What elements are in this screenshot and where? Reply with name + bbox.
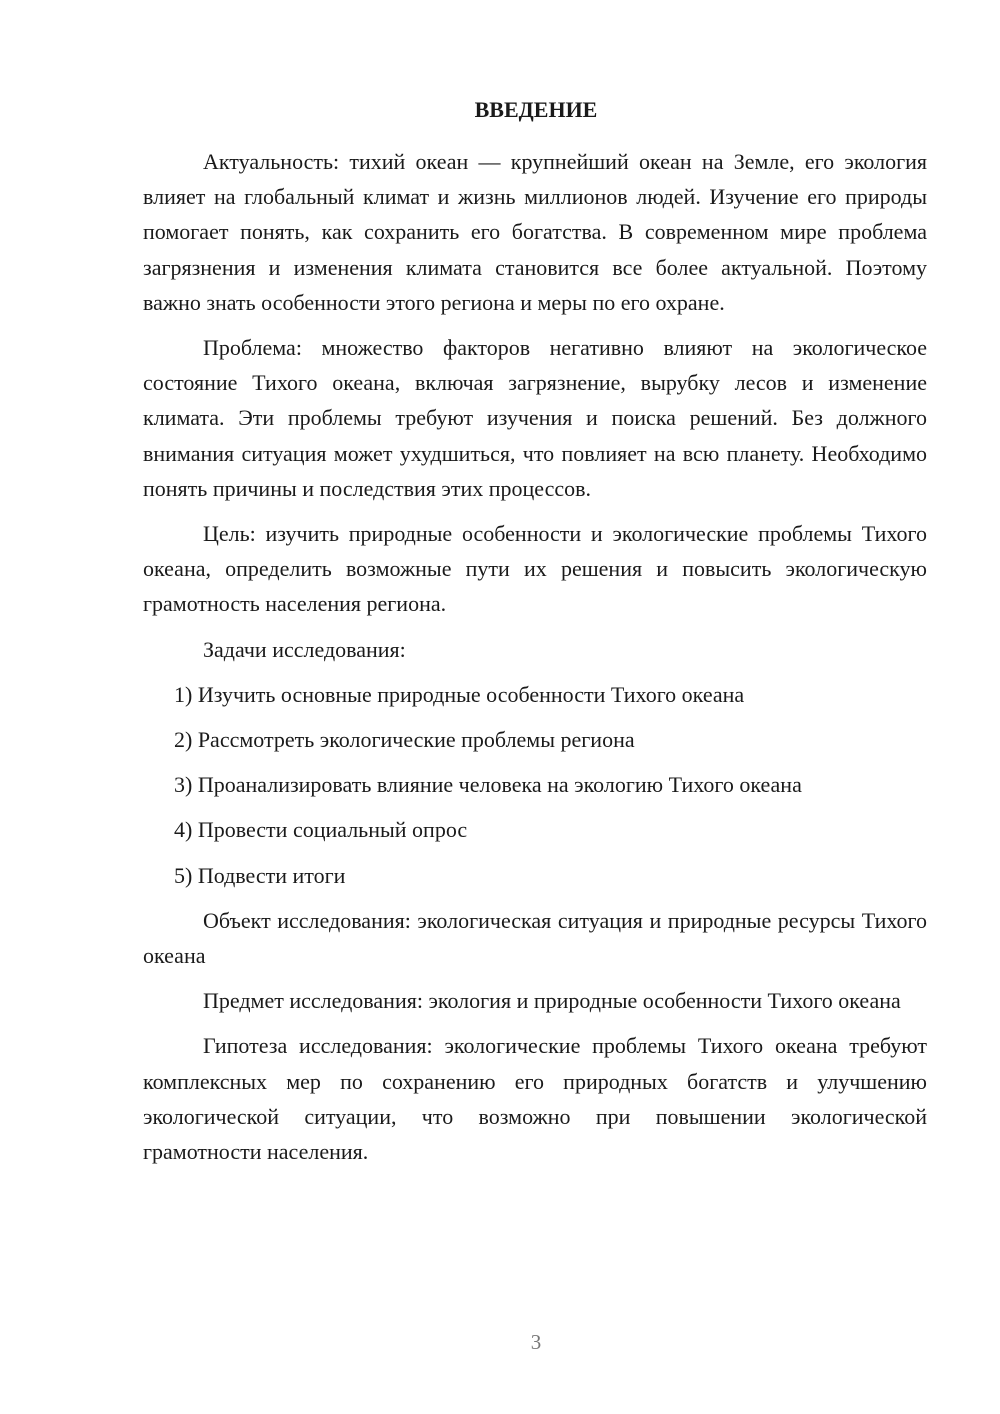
paragraph-hypothesis: Гипотеза исследования: экологические проблемы Тихого океана требуют комплексных мер по сохранению его природных богатств и улучшению экологической ситуации, что возможно при повышении экологической грамотности населения. xyxy=(143,1033,927,1165)
task-item: 4) Провести социальный опрос xyxy=(174,817,468,843)
paragraph-subject: Предмет исследования: экология и природные особенности Тихого океана xyxy=(203,988,901,1014)
paragraph-problem: Проблема: множество факторов негативно влияют на экологическое состояние Тихого океана, включая загрязнение, вырубку лесов и изменение климата. Эти проблемы требуют изучения и поиска решений. Без должного внимания ситуация может ухудшиться, что повлияет на всю планету. Необходимо понять причины и последствия этих процессов. xyxy=(143,335,927,501)
paragraph-goal: Цель: изучить природные особенности и экологические проблемы Тихого океана, определить возможные пути их решения и повысить экологическую грамотность населения региона. xyxy=(143,521,927,617)
task-item: 1) Изучить основные природные особенности Тихого океана xyxy=(174,681,745,707)
tasks-list xyxy=(143,677,927,893)
document-page xyxy=(143,96,927,1179)
tasks-label: Задачи исследования: xyxy=(203,636,406,662)
task-item: 2) Рассмотреть экологические проблемы региона xyxy=(174,727,635,753)
paragraph-object: Объект исследования: экологическая ситуация и природные ресурсы Тихого океана xyxy=(143,907,927,969)
page-number: 3 xyxy=(530,1330,542,1354)
paragraph-relevance: Актуальность: тихий океан — крупнейший океан на Земле, его экология влияет на глобальный климат и жизнь миллионов людей. Изучение его природы помогает понять, как сохранить его богатства. В современном мире проблема загрязнения и изменения климата становится все более актуальной. Поэтому важно знать особенности этого региона и меры по его охране. xyxy=(143,149,927,315)
task-item: 5) Подвести итоги xyxy=(174,862,346,888)
task-item: 3) Проанализировать влияние человека на экологию Тихого океана xyxy=(174,772,802,798)
section-title: ВВЕДЕНИЕ xyxy=(474,97,598,122)
